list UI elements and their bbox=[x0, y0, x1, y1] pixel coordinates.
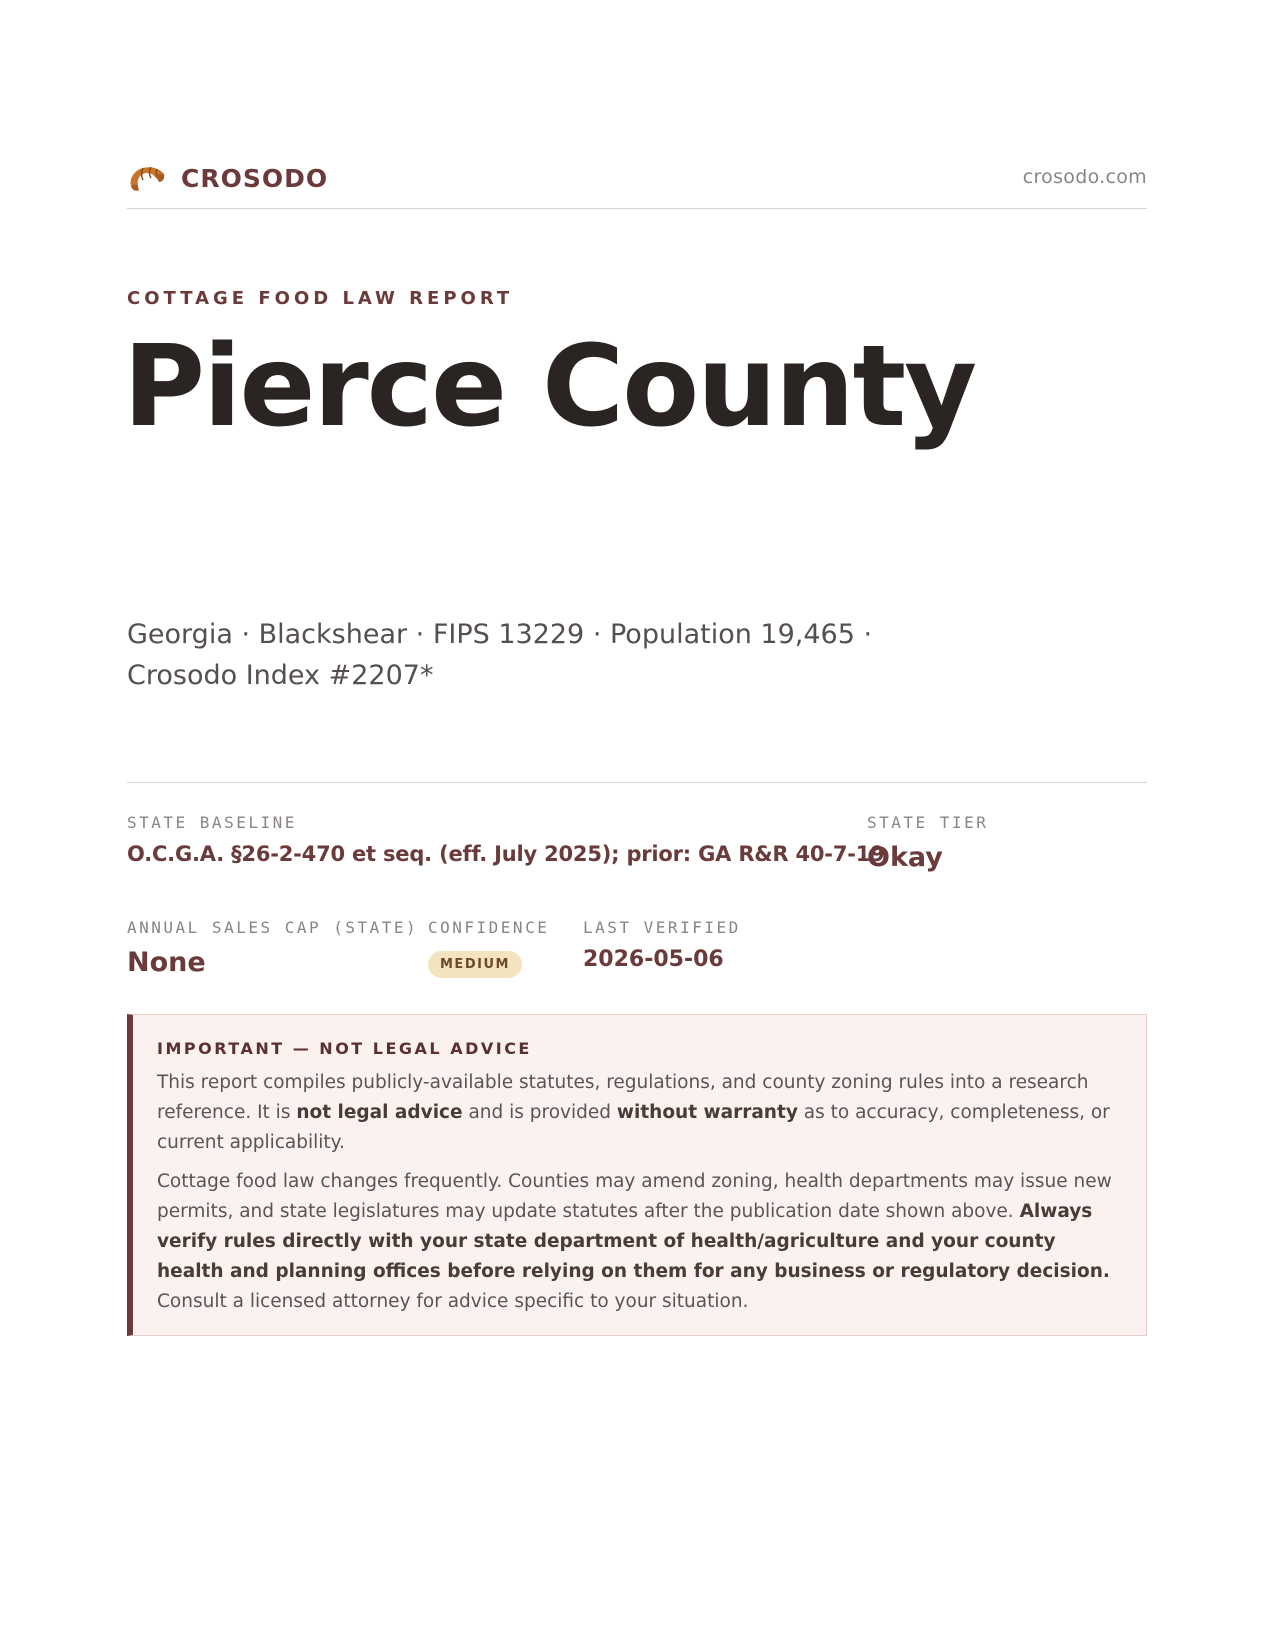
confidence-label: CONFIDENCE bbox=[428, 918, 550, 937]
site-url-link[interactable]: crosodo.com bbox=[1022, 166, 1147, 188]
confidence-field bbox=[428, 918, 549, 978]
annual-sales-cap-value: None bbox=[127, 947, 206, 978]
disclaimer-emphasis: Always verify rules directly with your state department of health/agriculture and your county health and planning offices before relying on them for any business or regulatory decision. bbox=[157, 1201, 1110, 1282]
annual-sales-cap-label: ANNUAL SALES CAP (STATE) bbox=[127, 918, 419, 937]
section-divider bbox=[127, 782, 1147, 783]
page-header bbox=[127, 156, 1147, 209]
state-baseline-label: STATE BASELINE bbox=[127, 813, 297, 832]
annual-sales-cap-field bbox=[127, 918, 418, 978]
state-tier-value: Okay bbox=[867, 842, 943, 873]
disclaimer-text: Cottage food law changes frequently. Counties may amend zoning, health departments may issue new permits, and state legislatures may update statutes after the publication date shown above. bbox=[157, 1171, 1112, 1222]
disclaimer-text: and is provided bbox=[462, 1102, 617, 1123]
disclaimer-emphasis: not legal advice bbox=[296, 1102, 463, 1123]
state-tier-field bbox=[867, 813, 988, 873]
brand-name[interactable]: CROSODO bbox=[181, 163, 329, 193]
disclaimer-paragraph-1 bbox=[157, 1068, 1122, 1158]
disclaimer-paragraph-2 bbox=[157, 1167, 1122, 1317]
disclaimer-heading: IMPORTANT — NOT LEGAL ADVICE bbox=[157, 1039, 532, 1058]
legal-disclaimer-box bbox=[127, 1014, 1147, 1336]
last-verified-field bbox=[583, 918, 741, 972]
last-verified-value: 2026-05-06 bbox=[583, 947, 724, 972]
disclaimer-text: as to accuracy, completeness, or current applicability. bbox=[157, 1102, 1110, 1153]
county-summary: Georgia · Blackshear · FIPS 13229 · Population 19,465 · Crosodo Index #2207* bbox=[127, 619, 873, 691]
last-verified-label: LAST VERIFIED bbox=[583, 918, 741, 937]
croissant-icon bbox=[127, 160, 167, 196]
state-baseline-field bbox=[127, 813, 885, 866]
disclaimer-text: This report compiles publicly-available statutes, regulations, and county zoning rules into a research reference. It is bbox=[157, 1072, 1089, 1123]
confidence-badge: MEDIUM bbox=[428, 951, 522, 978]
disclaimer-text: Consult a licensed attorney for advice specific to your situation. bbox=[157, 1291, 749, 1312]
state-baseline-value: O.C.G.A. §26-2-470 et seq. (eff. July 2025); prior: GA R&R 40-7-19 bbox=[127, 842, 885, 866]
brand bbox=[127, 160, 328, 196]
report-type-label: COTTAGE FOOD LAW REPORT bbox=[127, 288, 514, 309]
disclaimer-emphasis: without warranty bbox=[616, 1102, 798, 1123]
state-tier-label: STATE TIER bbox=[867, 813, 989, 832]
page-title: Pierce County bbox=[123, 322, 976, 452]
